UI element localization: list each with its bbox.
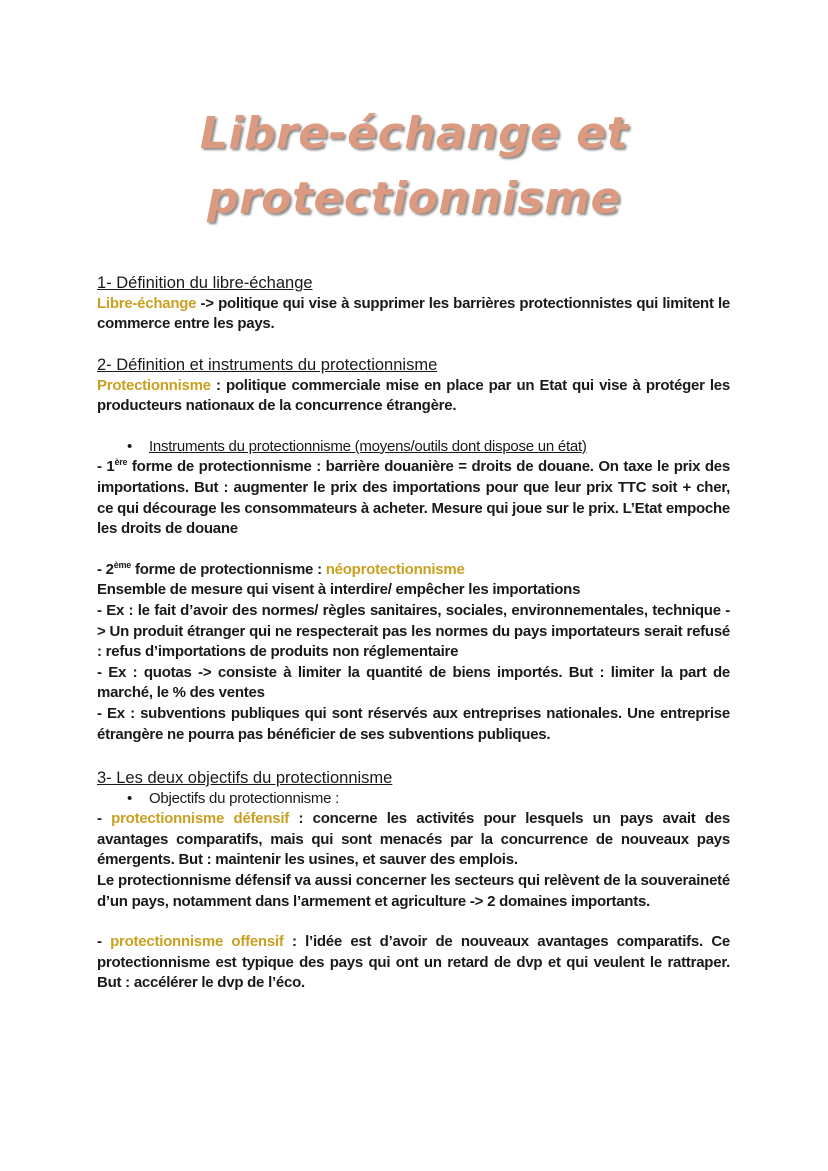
protectionnisme-definition <box>97 376 730 417</box>
bullet-text: Instruments du protectionnisme (moyens/outils dont dispose un état) <box>149 437 587 455</box>
example-3: - Ex : subventions publiques qui sont réservés aux entreprises nationales. Une entreprise étrangère ne pourra pas bénéficier de ses subventions publiques. <box>97 704 730 743</box>
definition-text: : politique commerciale mise en place par un Etat qui vise à protéger les producteurs nationaux de la concurrence étrangère. <box>97 376 730 415</box>
defensif-paragraph-2: Le protectionnisme défensif va aussi concerner les secteurs qui relèvent de la souveraineté d’un pays, notamment dans l’armement et agriculture -> 2 domaines importants. <box>97 871 730 910</box>
example-2: - Ex : quotas -> consiste à limiter la quantité de biens importés. But : limiter la part de marché, le % des ventes <box>97 663 730 702</box>
form-2 <box>97 560 730 581</box>
section-3-heading: 3- Les deux objectifs du protectionnisme <box>97 769 393 787</box>
bullet-instruments <box>97 437 730 458</box>
libre-echange-definition <box>97 294 730 335</box>
defensif-paragraph <box>97 809 730 871</box>
title-line-1: Libre-échange et <box>199 108 629 159</box>
superscript: ème <box>113 559 132 570</box>
term-defensif: protectionnisme défensif <box>111 810 290 828</box>
section-2-heading: 2- Définition et instruments du protectionnisme <box>97 356 438 374</box>
offensif-paragraph <box>97 932 730 994</box>
section-1 <box>97 273 730 335</box>
section-3 <box>97 768 730 994</box>
defensif-text: : concerne les activités pour lesquels un pays avait des avantages comparatifs, mais qui sont menacés par la concurrence de nouveaux pays émergents. But : maintenir les usines, et sauver des emplois. <box>97 810 730 869</box>
bullet-objectifs <box>97 789 730 810</box>
title-line-2: protectionnisme <box>207 173 621 224</box>
definition-text: -> politique qui vise à supprimer les barrières protectionnistes qui limitent le commerce entre les pays. <box>97 294 730 333</box>
bullet-text: Objectifs du protectionnisme : <box>149 789 340 807</box>
offensif-text: : l’idée est d’avoir de nouveaux avantages comparatifs. Ce protectionnisme est typique des pays qui ont un retard de dvp et qui veulent le rattraper. But : accélérer le dvp de l’éco. <box>97 933 730 992</box>
prefix: - 1 <box>97 458 115 476</box>
bullet-icon: • <box>127 789 133 807</box>
term-libre-echange: Libre-échange <box>97 294 197 312</box>
bullet-icon: • <box>127 437 133 455</box>
form-2-text: forme de protectionnisme : <box>131 560 326 578</box>
term-protectionnisme: Protectionnisme <box>97 376 211 394</box>
prefix: - <box>97 933 111 951</box>
prefix: - 2 <box>97 560 114 578</box>
section-1-heading: 1- Définition du libre-échange <box>97 274 313 292</box>
superscript: ère <box>114 457 128 468</box>
example-1: - Ex : le fait d’avoir des normes/ règles sanitaires, sociales, environnementales, technique -> Un produit étranger qui ne respecterait pas les normes du pays importateurs serait refusé : refus d’importations de produits non réglementaire <box>97 601 730 661</box>
form-1 <box>97 457 730 539</box>
term-neoprotectionnisme: néoprotectionnisme <box>325 560 465 578</box>
term-offensif: protectionnisme offensif <box>110 933 284 951</box>
form-1-text: forme de protectionnisme : barrière douanière = droits de douane. On taxe le prix des importations. But : augmenter le prix des importations pour que leur prix TTC soit + cher, ce qui décourage les consommateurs à acheter. Mesure qui joue sur le prix. L’Etat empoche les droits de douane <box>97 458 730 538</box>
section-2 <box>97 355 730 745</box>
prefix: - <box>97 810 112 828</box>
form-2-definition: Ensemble de mesure qui visent à interdire/ empêcher les importations <box>97 581 581 599</box>
